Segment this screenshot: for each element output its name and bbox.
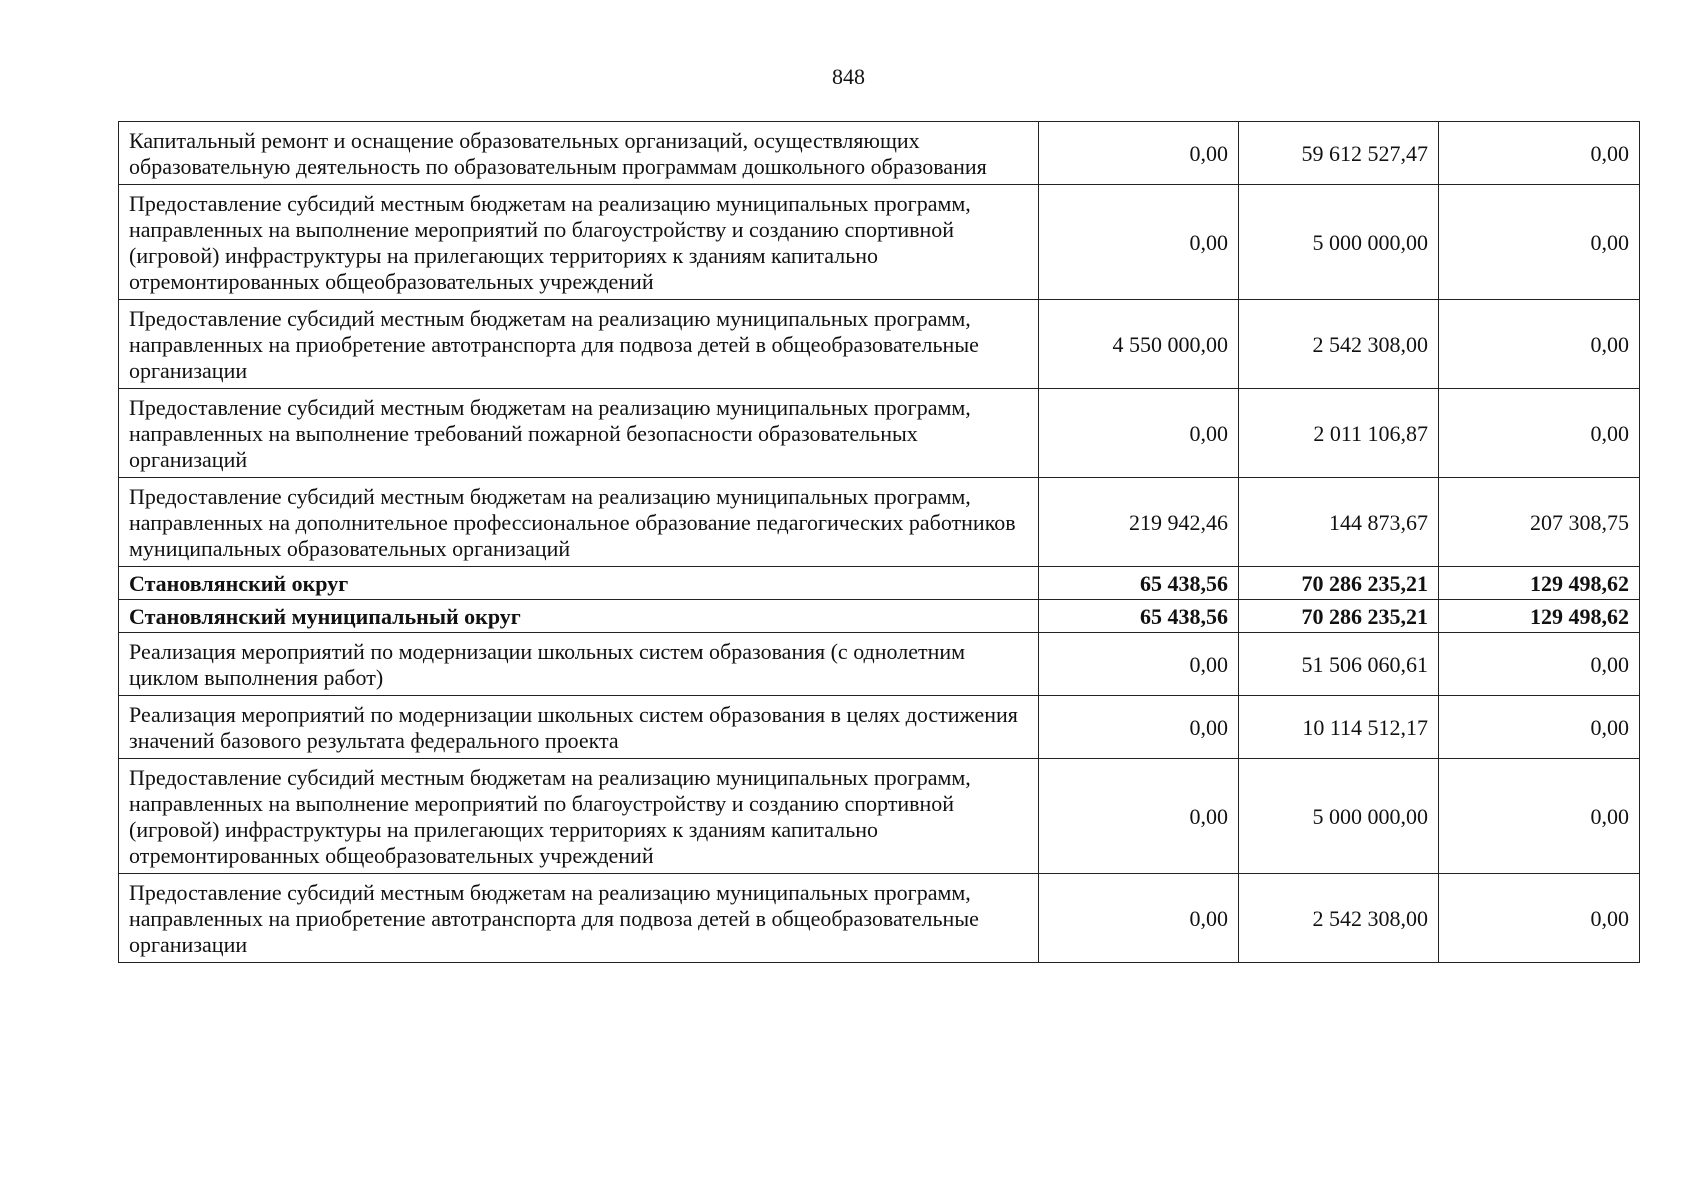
row-value-3: 0,00: [1439, 874, 1640, 963]
budget-table-body: [119, 122, 1640, 963]
table-row-subtotal: [119, 600, 1640, 633]
row-value-1: 4 550 000,00: [1039, 300, 1239, 389]
row-name: Становлянский округ: [119, 567, 1039, 600]
row-name: Предоставление субсидий местным бюджетам на реализацию муниципальных программ, направленных на выполнение мероприятий по благоустройству и созданию спортивной (игровой) инфраструктуры на прилегающих территориях к зданиям капитально отремонтированных общеобразовательных учреждений: [119, 185, 1039, 300]
table-row: [119, 633, 1640, 696]
row-value-2: 2 011 106,87: [1239, 389, 1439, 478]
row-value-3: 0,00: [1439, 759, 1640, 874]
row-value-3: 129 498,62: [1439, 600, 1640, 633]
row-name: Становлянский муниципальный округ: [119, 600, 1039, 633]
row-value-2: 2 542 308,00: [1239, 874, 1439, 963]
row-name: Предоставление субсидий местным бюджетам на реализацию муниципальных программ, направленных на выполнение мероприятий по благоустройству и созданию спортивной (игровой) инфраструктуры на прилегающих территориях к зданиям капитально отремонтированных общеобразовательных учреждений: [119, 759, 1039, 874]
table-row: [119, 874, 1640, 963]
row-value-1: 0,00: [1039, 122, 1239, 185]
row-value-1: 65 438,56: [1039, 600, 1239, 633]
row-value-2: 5 000 000,00: [1239, 185, 1439, 300]
row-value-1: 0,00: [1039, 633, 1239, 696]
row-value-3: 0,00: [1439, 185, 1640, 300]
page-number: 848: [832, 64, 865, 89]
table-row: [119, 696, 1640, 759]
row-value-1: 0,00: [1039, 874, 1239, 963]
row-name: Реализация мероприятий по модернизации школьных систем образования в целях достижения значений базового результата федерального проекта: [119, 696, 1039, 759]
row-name: Предоставление субсидий местным бюджетам на реализацию муниципальных программ, направленных на выполнение требований пожарной безопасности образовательных организаций: [119, 389, 1039, 478]
row-value-3: 207 308,75: [1439, 478, 1640, 567]
table-row-subtotal: [119, 567, 1640, 600]
row-value-2: 144 873,67: [1239, 478, 1439, 567]
row-value-2: 51 506 060,61: [1239, 633, 1439, 696]
row-value-3: 0,00: [1439, 389, 1640, 478]
row-value-3: 0,00: [1439, 300, 1640, 389]
row-name: Предоставление субсидий местным бюджетам на реализацию муниципальных программ, направленных на приобретение автотранспорта для подвоза детей в общеобразовательные организации: [119, 874, 1039, 963]
table-row: [119, 759, 1640, 874]
row-value-1: 0,00: [1039, 696, 1239, 759]
table-row: [119, 389, 1640, 478]
row-value-3: 0,00: [1439, 696, 1640, 759]
row-value-1: 0,00: [1039, 759, 1239, 874]
table-row: [119, 300, 1640, 389]
table-row: [119, 185, 1640, 300]
table-row: [119, 478, 1640, 567]
row-value-1: 219 942,46: [1039, 478, 1239, 567]
row-value-3: 0,00: [1439, 633, 1640, 696]
row-name: Капитальный ремонт и оснащение образовательных организаций, осуществляющих образовательную деятельность по образовательным программам дошкольного образования: [119, 122, 1039, 185]
row-value-2: 70 286 235,21: [1239, 567, 1439, 600]
row-value-2: 59 612 527,47: [1239, 122, 1439, 185]
row-value-2: 5 000 000,00: [1239, 759, 1439, 874]
row-value-1: 0,00: [1039, 185, 1239, 300]
row-value-2: 10 114 512,17: [1239, 696, 1439, 759]
row-name: Реализация мероприятий по модернизации школьных систем образования (с однолетним циклом выполнения работ): [119, 633, 1039, 696]
row-value-2: 2 542 308,00: [1239, 300, 1439, 389]
row-value-2: 70 286 235,21: [1239, 600, 1439, 633]
row-value-3: 129 498,62: [1439, 567, 1640, 600]
row-name: Предоставление субсидий местным бюджетам на реализацию муниципальных программ, направленных на приобретение автотранспорта для подвоза детей в общеобразовательные организации: [119, 300, 1039, 389]
row-name: Предоставление субсидий местным бюджетам на реализацию муниципальных программ, направленных на дополнительное профессиональное образование педагогических работников муниципальных образовательных организаций: [119, 478, 1039, 567]
row-value-1: 65 438,56: [1039, 567, 1239, 600]
table-row: [119, 122, 1640, 185]
row-value-3: 0,00: [1439, 122, 1640, 185]
row-value-1: 0,00: [1039, 389, 1239, 478]
budget-table: [118, 121, 1640, 963]
